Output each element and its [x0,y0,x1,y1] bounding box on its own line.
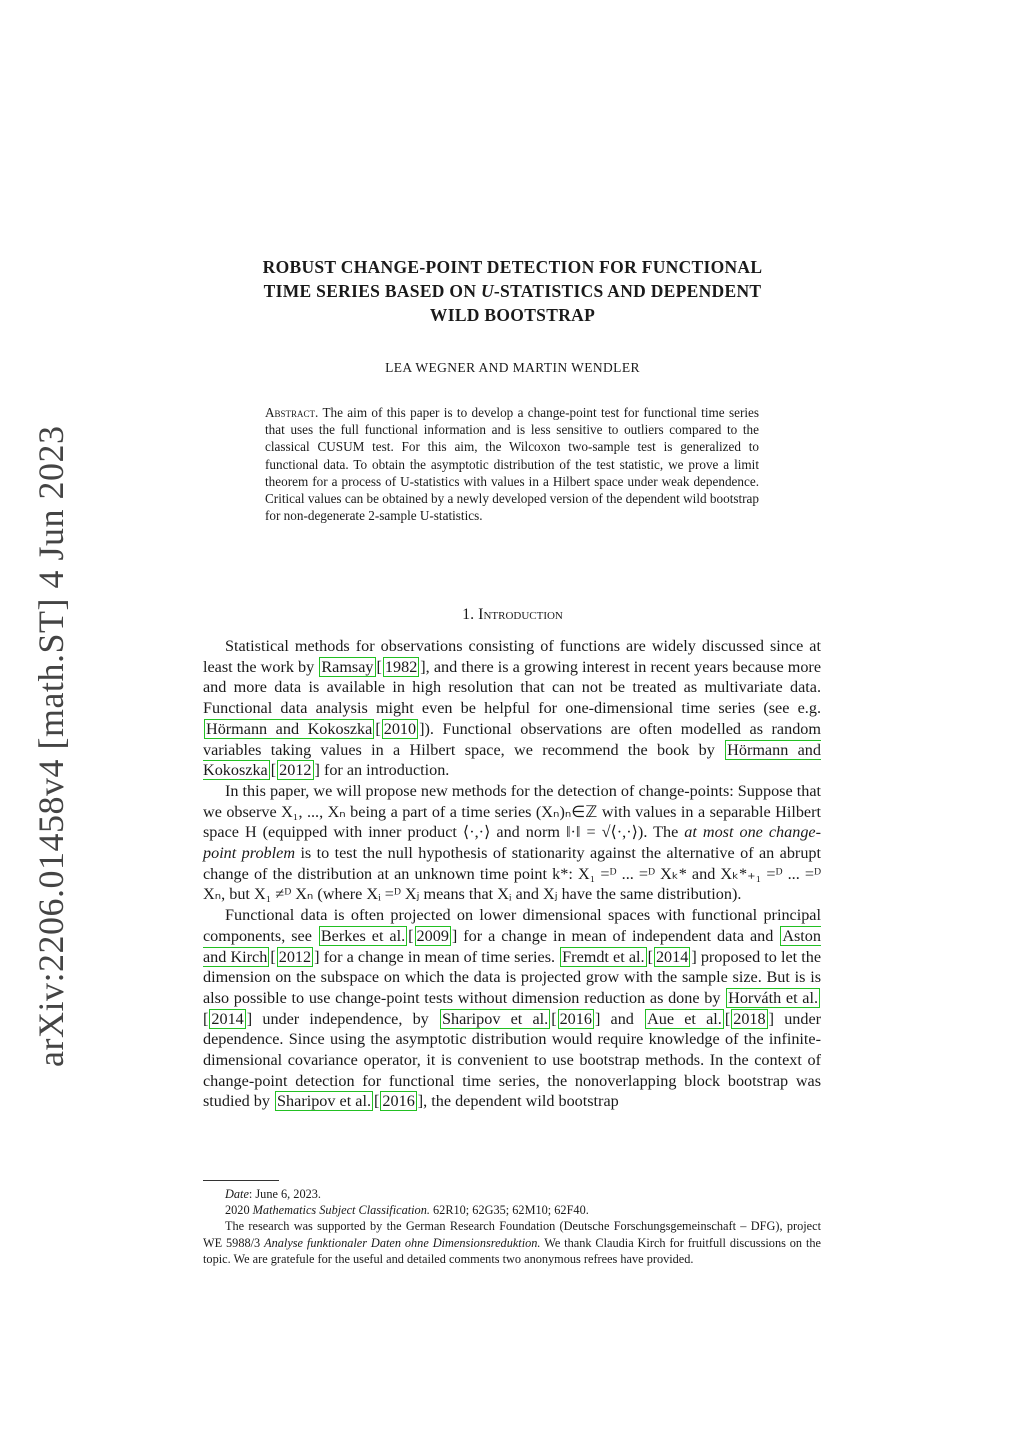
citation-year-link[interactable]: 2014 [655,947,689,966]
citation-link[interactable]: Fremdt et al. [562,947,645,966]
title-line-3: WILD BOOTSTRAP [429,305,596,325]
footnote-funding: The research was supported by the German Research Foundation (Deutsche Forschungsgemeinschaft – DFG), project WE 5988/3 Analyse funktionaler Daten ohne Dimensionsreduktion. We thank Claudia Kirch for fruitfull discussions on the topic. We are gratefule for the useful and detailed comments two anonymous refrees have provided. [203,1219,821,1266]
title-line-1: ROBUST CHANGE-POINT DETECTION FOR FUNCTIONAL [262,257,763,277]
citation-year-link[interactable]: 2009 [416,926,449,945]
citation-link[interactable]: Hörmann and Kokoszka [206,719,373,738]
body-text [203,636,821,1112]
citation-year-link[interactable]: 2010 [383,719,417,738]
citation-year-link[interactable]: 2016 [382,1092,415,1111]
section-heading: 1. Introduction [462,606,563,623]
citation-link[interactable]: Aston and Kirch [203,926,821,966]
citation-link[interactable]: Sharipov et al. [277,1092,372,1111]
citation-link[interactable]: Hörmann and Kokoszka [203,740,821,780]
arxiv-identifier: arXiv:2206.01458v4 [math.ST] 4 Jun 2023 [31,425,71,1067]
paragraph-1: Statistical methods for observations consisting of functions are widely discussed since at least the work by Ramsay [ 1982 ], and there is a growing interest in recent years because more and more data is available in high resolution that can not be treated as multivariate data. Functional data analysis might even be helpful for one-dimensional time series (see e.g. Hörmann and Kokoszka [ 2010 ]). Functional observations are often modelled as random variables taking values in a Hilbert space, we recommend the book by Hörmann and Kokoszka [ 2012 ] for an introduction. [203,637,822,780]
footnotes [203,1186,821,1267]
paragraph-2: In this paper, we will propose new methods for the detection of change-points: Suppose that we observe X₁, ..., Xₙ being a part of a time series (Xₙ)ₙ∈ℤ with values in a separable Hilbert space H (equipped with inner product ⟨·,·⟩ and norm ‖·‖ = √⟨·,·⟩). The at most one change-point problem is to test the null hypothesis of stationarity against the alternative of an abrupt change of the distribution at an unknown time point k*: X₁ =ᴰ ... =ᴰ Xₖ* and Xₖ*₊₁ =ᴰ ... =ᴰ Xₙ, but X₁ ≠ᴰ Xₙ (where Xᵢ =ᴰ Xⱼ means that Xᵢ and Xⱼ have the same distribution). [203,781,822,904]
abstract [265,404,759,524]
citation-link[interactable]: Ramsay [321,657,374,676]
authors: LEA WEGNER AND MARTIN WENDLER [385,360,640,375]
abstract-label: Abstract. [265,405,319,420]
abstract-text: The aim of this paper is to develop a change-point test for functional time series that uses the full functional information and is less sensitive to outliers compared to the classical CUSUM test. For this aim, the Wilcoxon two-sample test is generalized to functional data. To obtain the asymptotic distribution of the test statistic, we prove a limit theorem for a process of U-statistics with values in a Hilbert space under weak dependence. Critical values can be obtained by a newly developed version of the dependent wild bootstrap for non-degenerate 2-sample U-statistics. [265,405,759,524]
footnote-msc: 2020 Mathematics Subject Classification. 62R10; 62G35; 62M10; 62F40. [225,1203,589,1218]
citation-year-link[interactable]: 1982 [384,657,418,676]
paper-title [200,255,825,327]
title-line-2: TIME SERIES BASED ON U-STATISTICS AND DEPENDENT [263,281,762,301]
citation-link[interactable]: Aue et al. [647,1009,722,1028]
citation-year-link[interactable]: 2018 [733,1009,766,1028]
footnote-rule [203,1180,279,1181]
citation-year-link[interactable]: 2012 [278,947,312,966]
citation-year-link[interactable]: 2014 [211,1009,244,1028]
footnote-date: Date: June 6, 2023. [225,1187,321,1201]
citation-year-link[interactable]: 2016 [559,1009,592,1028]
citation-year-link[interactable]: 2012 [279,761,312,780]
paragraph-3: Functional data is often projected on lower dimensional spaces with functional principal components, see Berkes et al. [ 2009 ] for a change in mean of independent data and Aston and Kirch [ 2012 ] for a change in mean of time series. Fremdt et al. [ 2014 ] proposed to let the dimension on the subspace on which the data is projected grow with the sample size. But is is also possible to use change-point tests without dimension reduction as done by Horváth et al.[ 2014 ] under independence, by Sharipov et al. [ 2016 ] and Aue et al. [ 2018 ] under dependence. Since using the asymptotic distribution would require knowledge of the infinite-dimensional covariance operator, it is convenient to use bootstrap methods. In the context of change-point detection for functional time series, the nonoverlapping block bootstrap was studied by Sharipov et al. [ 2016 ], the dependent wild bootstrap [203,906,822,1111]
citation-link[interactable]: Horváth et al. [728,988,818,1007]
citation-link[interactable]: Sharipov et al. [441,1009,549,1028]
citation-link[interactable]: Berkes et al. [320,926,406,945]
